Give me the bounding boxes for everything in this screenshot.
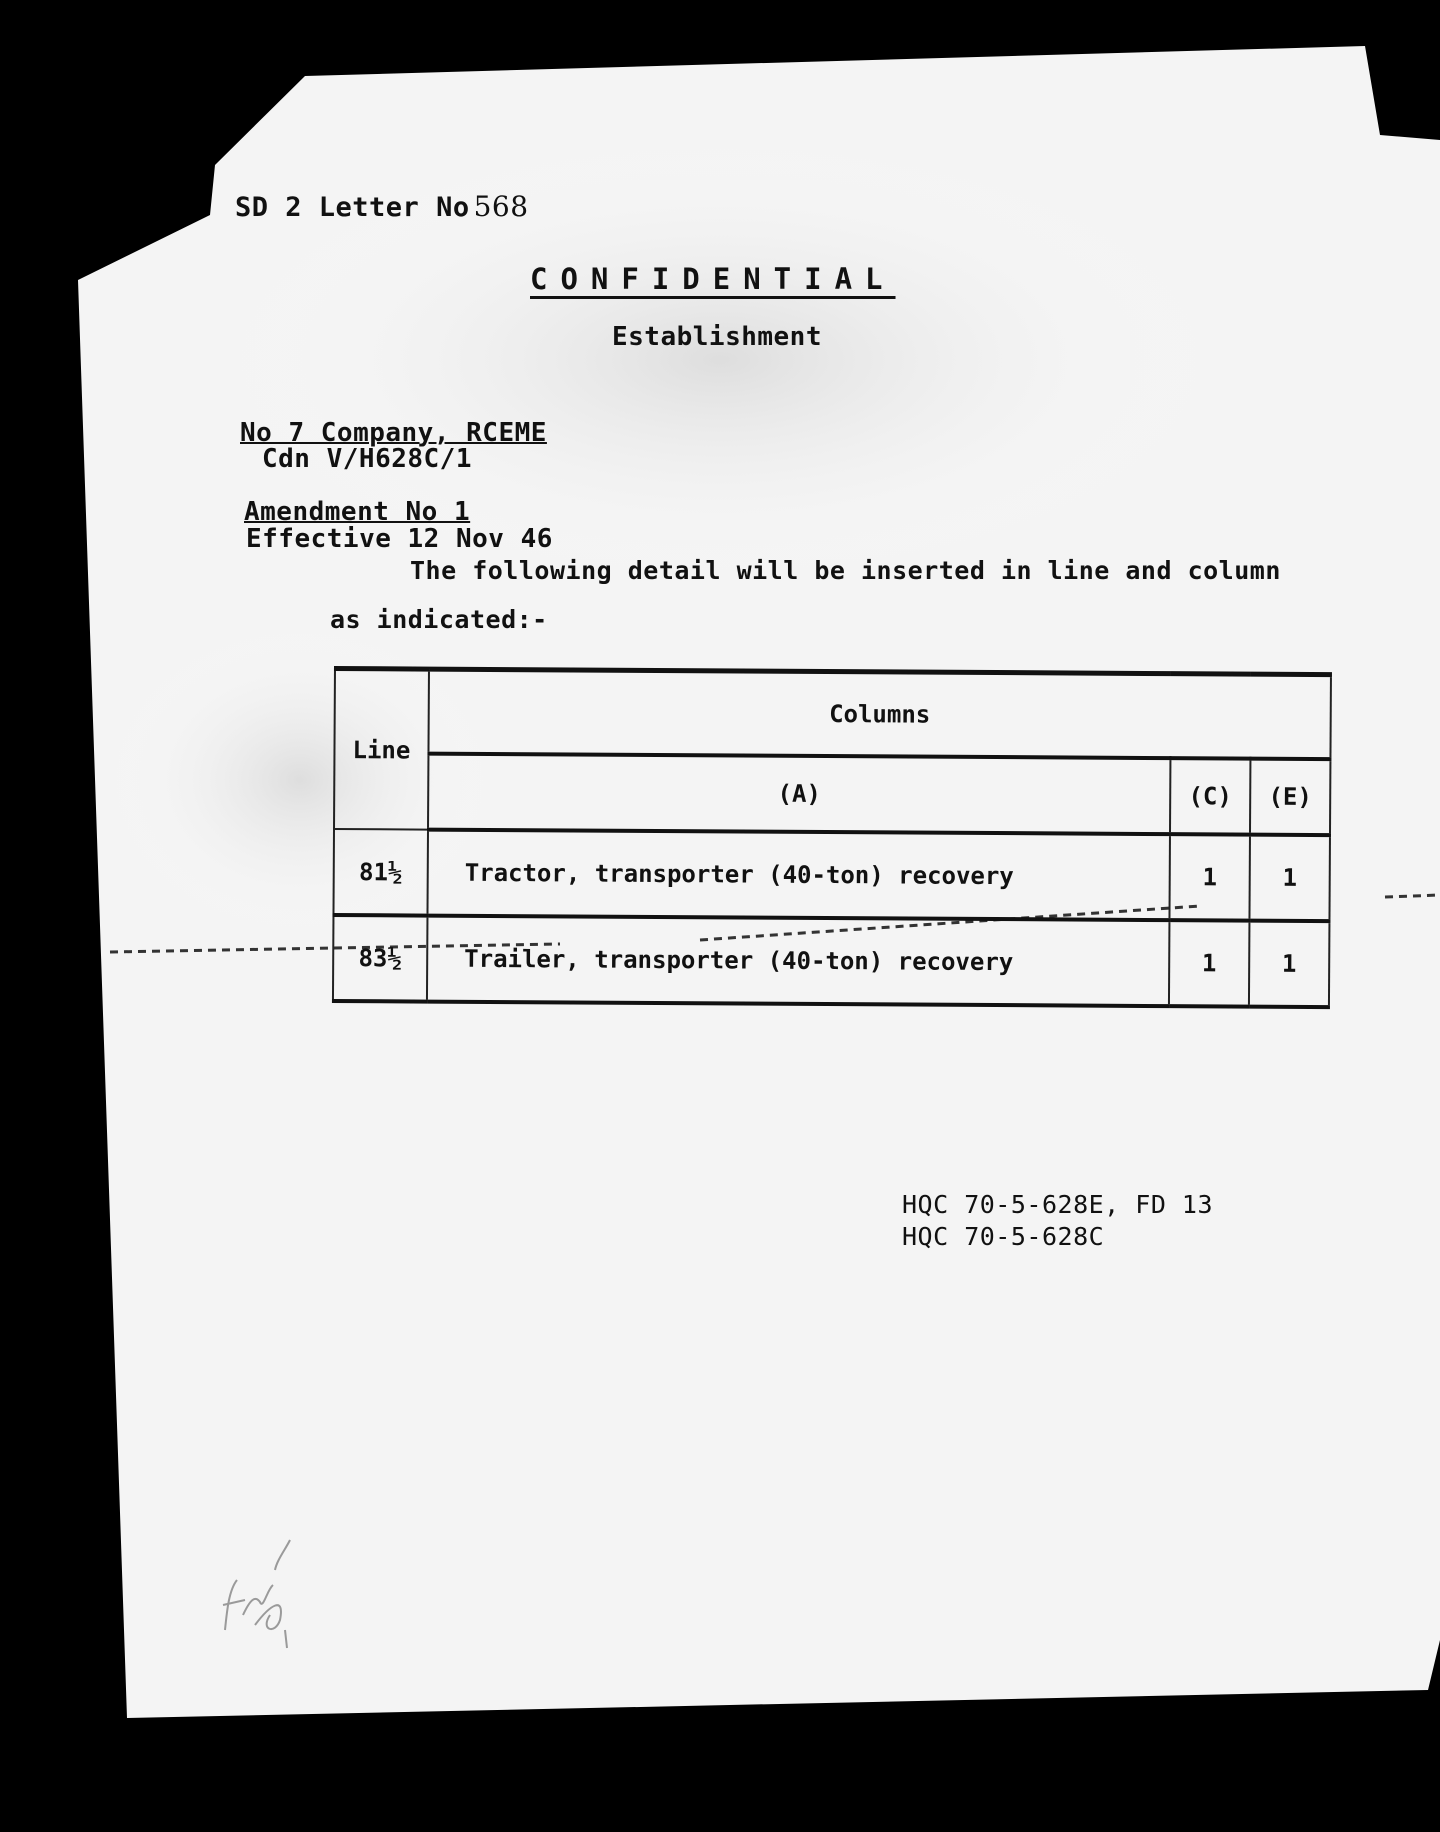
row-column-e: 1: [1249, 921, 1330, 1007]
row-line-number: 81½: [333, 829, 428, 916]
subject-heading: Establishment: [612, 322, 822, 352]
table-subheader-row: [334, 753, 1330, 835]
row-line-number: 83½: [333, 915, 428, 1002]
table-row: [333, 915, 1330, 1007]
table-header-row: [334, 669, 1330, 760]
columns-header: Columns: [428, 669, 1330, 759]
column-e-header: (E): [1250, 759, 1330, 835]
letter-number: [235, 190, 529, 223]
classification-heading: CONFIDENTIAL: [530, 262, 896, 296]
column-a-header: (A): [428, 754, 1170, 835]
letter-number-handwritten: 568: [473, 190, 529, 223]
amendment-effective-date: Effective 12 Nov 46: [246, 524, 553, 554]
amendment-title: Amendment No 1: [244, 497, 471, 527]
row-column-c: 1: [1169, 834, 1250, 920]
unit-name: No 7 Company, RCEME: [240, 418, 547, 448]
body-text-line-2: as indicated:-: [330, 605, 548, 634]
row-column-c: 1: [1169, 920, 1250, 1006]
row-description: Trailer, transporter (40-ton) recovery: [427, 916, 1170, 1007]
unit-reference: Cdn V/H628C/1: [262, 444, 472, 474]
body-text-line-1: The following detail will be inserted in line and column: [410, 556, 1281, 585]
handwritten-initials: [215, 1530, 315, 1650]
row-column-e: 1: [1249, 835, 1330, 921]
letter-label: SD 2 Letter No: [235, 192, 470, 223]
table-row: [333, 829, 1330, 921]
file-reference-2: HQC 70-5-628C: [902, 1222, 1105, 1251]
file-reference-1: HQC 70-5-628E, FD 13: [902, 1190, 1214, 1219]
line-column-header: Line: [334, 669, 429, 830]
establishment-table: [332, 666, 1332, 1009]
column-c-header: (C): [1170, 758, 1250, 834]
row-description: Tractor, transporter (40-ton) recovery: [427, 830, 1170, 921]
